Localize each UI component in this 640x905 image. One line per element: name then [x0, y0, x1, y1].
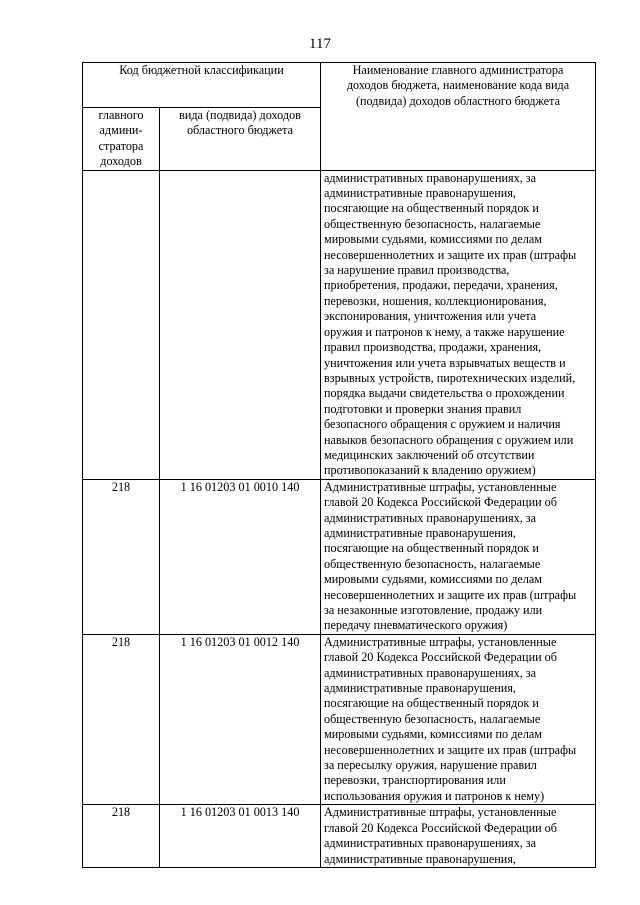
description-line: правил производства, продажи, хранения,	[324, 340, 542, 355]
income-code-cell: 1 16 01203 01 0013 140	[160, 805, 321, 868]
description-line: посягающие на общественный порядок и	[324, 541, 539, 556]
description-line: безопасного обращения с оружием и наличия	[324, 417, 561, 432]
description-line: за пересылку оружия, нарушение правил	[324, 758, 537, 773]
description-line: несовершеннолетних и защите их прав (штрафы	[324, 742, 577, 757]
income-code-cell: 1 16 01203 01 0012 140	[160, 634, 321, 804]
description-line: порядка выдачи свидетельства о прохождении	[324, 386, 565, 401]
description-line: административные правонарушения,	[324, 681, 516, 696]
income-code-cell	[160, 170, 321, 479]
budget-classification-table	[82, 62, 596, 868]
page-number: 117	[309, 36, 331, 52]
description-line: административных правонарушениях, за	[324, 170, 537, 185]
table-row	[83, 170, 596, 479]
description-line: за нарушение правил производства,	[324, 263, 510, 278]
description-line: главой 20 Кодекса Российской Федерации об	[324, 650, 557, 665]
table-row	[83, 479, 596, 634]
description-line: административные правонарушения,	[324, 186, 516, 201]
description-line: административных правонарушениях, за	[324, 665, 537, 680]
description-line: Административные штрафы, установленные	[324, 479, 557, 494]
description-line: главой 20 Кодекса Российской Федерации об	[324, 820, 557, 835]
administrator-code-cell: 218	[83, 805, 160, 868]
description-line: посягающие на общественный порядок и	[324, 696, 539, 711]
administrator-code-cell: 218	[83, 634, 160, 804]
description-line: административные правонарушения,	[324, 525, 516, 540]
description-line: приобретения, продажи, передачи, хранения,	[324, 278, 558, 293]
header-budget-classification-code: Код бюджетной классификации	[83, 63, 321, 108]
description-line: передачу пневматического оружия)	[324, 618, 508, 633]
description-line: несовершеннолетних и защите их прав (штрафы	[324, 587, 577, 602]
description-line: общественную безопасность, налагаемые	[324, 711, 541, 726]
description-line: административных правонарушениях, за	[324, 510, 537, 525]
description-line: мировыми судьями, комиссиями по делам	[324, 727, 543, 742]
description-line: несовершеннолетних и защите их прав (штрафы	[324, 247, 577, 262]
description-line: оружия и патронов к нему, а также нарушение	[324, 324, 565, 339]
description-line: медицинских заключений об отсутствии	[324, 447, 535, 462]
description-line: уничтожения или учета взрывчатых веществ и	[324, 355, 566, 370]
header-income-type-code: вида (подвида) доходов областного бюджета	[160, 108, 321, 171]
description-line: мировыми судьями, комиссиями по делам	[324, 572, 543, 587]
description-line: использования оружия и патронов к нему)	[324, 788, 545, 803]
description-line: навыков безопасного обращения с оружием или	[324, 432, 574, 447]
description-line: противопоказаний к владению оружием)	[324, 463, 536, 478]
description-line: перевозки, ношения, коллекционирования,	[324, 293, 547, 308]
administrator-code-cell	[83, 170, 160, 479]
description-cell	[321, 634, 596, 804]
income-code-cell: 1 16 01203 01 0010 140	[160, 479, 321, 634]
description-cell	[321, 479, 596, 634]
description-line: главой 20 Кодекса Российской Федерации об	[324, 495, 557, 510]
description-line: подготовки и проверки знания правил	[324, 401, 522, 416]
header-row-group	[83, 63, 596, 108]
table-row	[83, 634, 596, 804]
description-line: мировыми судьями, комиссиями по делам	[324, 232, 543, 247]
description-line: взрывных устройств, пиротехнических изделий,	[324, 370, 576, 385]
description-line: посягающие на общественный порядок и	[324, 201, 539, 216]
description-cell	[321, 170, 596, 479]
description-line: перевозки, транспортирования или	[324, 773, 506, 788]
description-line: экспонирования, уничтожения или учета	[324, 309, 537, 324]
table-row	[83, 805, 596, 868]
description-line: общественную безопасность, налагаемые	[324, 216, 541, 231]
description-line: за незаконные изготовление, продажу или	[324, 603, 543, 617]
description-cell	[321, 805, 596, 868]
description-line: административных правонарушениях, за	[324, 836, 537, 851]
description-line: общественную безопасность, налагаемые	[324, 556, 541, 571]
administrator-code-cell: 218	[83, 479, 160, 634]
header-administrator-name: Наименование главного администратора доходов бюджета, наименование кода вида (подвида) доходов областного бюджета	[321, 63, 596, 171]
header-chief-administrator: главного админи- стратора доходов	[83, 108, 160, 171]
description-line: Административные штрафы, установленные	[324, 805, 557, 820]
description-line: Административные штрафы, установленные	[324, 634, 557, 649]
description-line: административные правонарушения,	[324, 851, 516, 866]
